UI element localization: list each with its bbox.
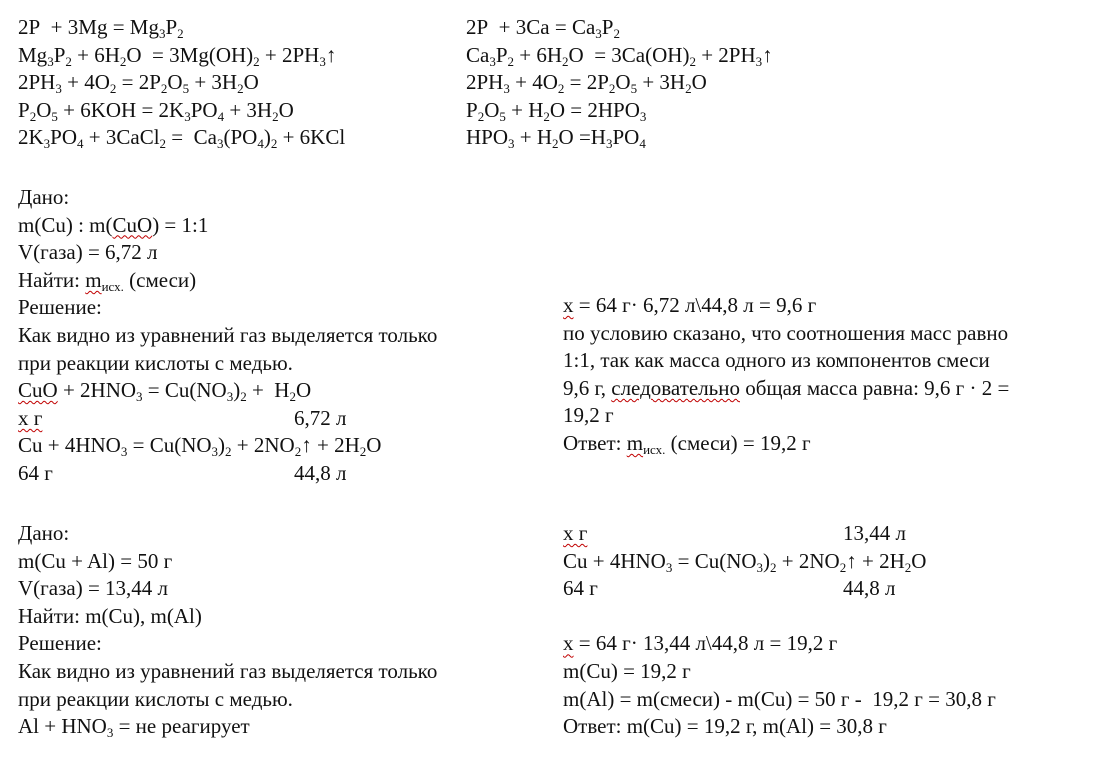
text-line: Дано: [18,521,70,545]
text-line: $2P + 3Mg = Mg_3P_2$ [18,15,184,41]
text-line: при реакции кислоты с медью. [18,350,293,375]
text-line: $Cu + 4HNO_3 = Cu(NO_3)_2$ + $2NO_2↑ + 2H_2O$ [18,433,382,460]
text-line: Дано: [18,185,70,209]
text-line: 64 г 44,8 л [18,461,347,485]
text-line: m(Cu) : m(CuO) = 1:1 [18,212,209,237]
text-line: Ответ: m(Cu) = 19,2 г, m(Al) = 30,8 г [563,714,887,739]
text-line: х = 64 г· 13,44 л\44,8 л = 19,2 г [563,631,838,656]
text-line: $HPO_3 + H_2O =H_3PO_4$ [466,125,646,152]
text-line: $Al + HNO_3$ = не реагирует [18,714,250,741]
text-line: $Ca_3P_2 + 6H_2O = 3Ca(OH)_2$ + $2PH_3↑$ [466,42,773,69]
text-line: по условию сказано, что соотношения масс равно [563,320,1009,345]
text-line: Решение: [18,631,102,656]
text-line: $2P + 3Ca = Ca_3P_2$ [466,15,620,41]
text-line: $2PH_3 + 4O_2 = 2P_2O_5 + 3H_2O$ [18,70,259,97]
text-line: $Cu + 4HNO_3 = Cu(NO_3)_2$ + $2NO_2↑ + 2H_2O$ [563,548,927,575]
text-line: Найти: m(Cu), m(Al) [18,603,202,628]
text-line: 9,6 г, следовательно общая масса равна: 9,6 г · 2 = [563,375,1010,400]
text-line: 1:1, так как масса одного из компонентов смеси [563,348,990,373]
text-line: $2PH_3 + 4O_2 = 2P_2O_5 + 3H_2O$ [466,70,707,97]
text-line: Решение: [18,295,102,320]
text-line: Как видно из уравнений газ выделяется только [18,323,438,347]
text-line: CuO + $2HNO_3 = Cu(NO_3)_2 + H_2O$ [18,378,312,405]
text-line: 64 г 44,8 л [563,576,896,601]
text-line: 19,2 г [563,403,614,428]
text-line: V(газа) = 13,44 л [18,576,169,601]
text-line: х г 13,44 л [563,521,906,545]
text-line: m(Cu + Al) = 50 г [18,548,173,573]
text-line: х = 64 г· 6,72 л\44,8 л = 9,6 г [563,293,817,317]
text-line: х г 6,72 л [18,405,347,430]
text-line: при реакции кислоты с медью. [18,686,293,711]
text-line: $2K_3PO_4$ + 3CaCl$_2$ = $Ca_3(PO_4)_2 + 6KCl$ [18,125,346,152]
text-line: m(Cu) = 19,2 г [563,659,691,683]
text-line: $P_2O_5 + H_2O = 2HPO_3$ [466,97,647,124]
text-line: V(газа) = 6,72 л [18,240,158,265]
text-line: m(Al) = m(смеси) - m(Cu) = 50 г - 19,2 г = 30,8 г [563,686,996,711]
text-line: $P_2O_5 + 6KOH = 2K_3PO_4 + 3H_2O$ [18,97,294,124]
text-line: $Mg_3P_2 + 6H_2O = 3Mg(OH)_2$ + $2PH_3↑$ [18,42,337,69]
text-line: Ответ: $m_{исх.}$ (смеси) = 19,2 г [563,431,811,457]
text-line: Как видно из уравнений газ выделяется только [18,659,438,683]
text-line: Найти: $m_{исх.}$ (смеси) [18,267,197,294]
